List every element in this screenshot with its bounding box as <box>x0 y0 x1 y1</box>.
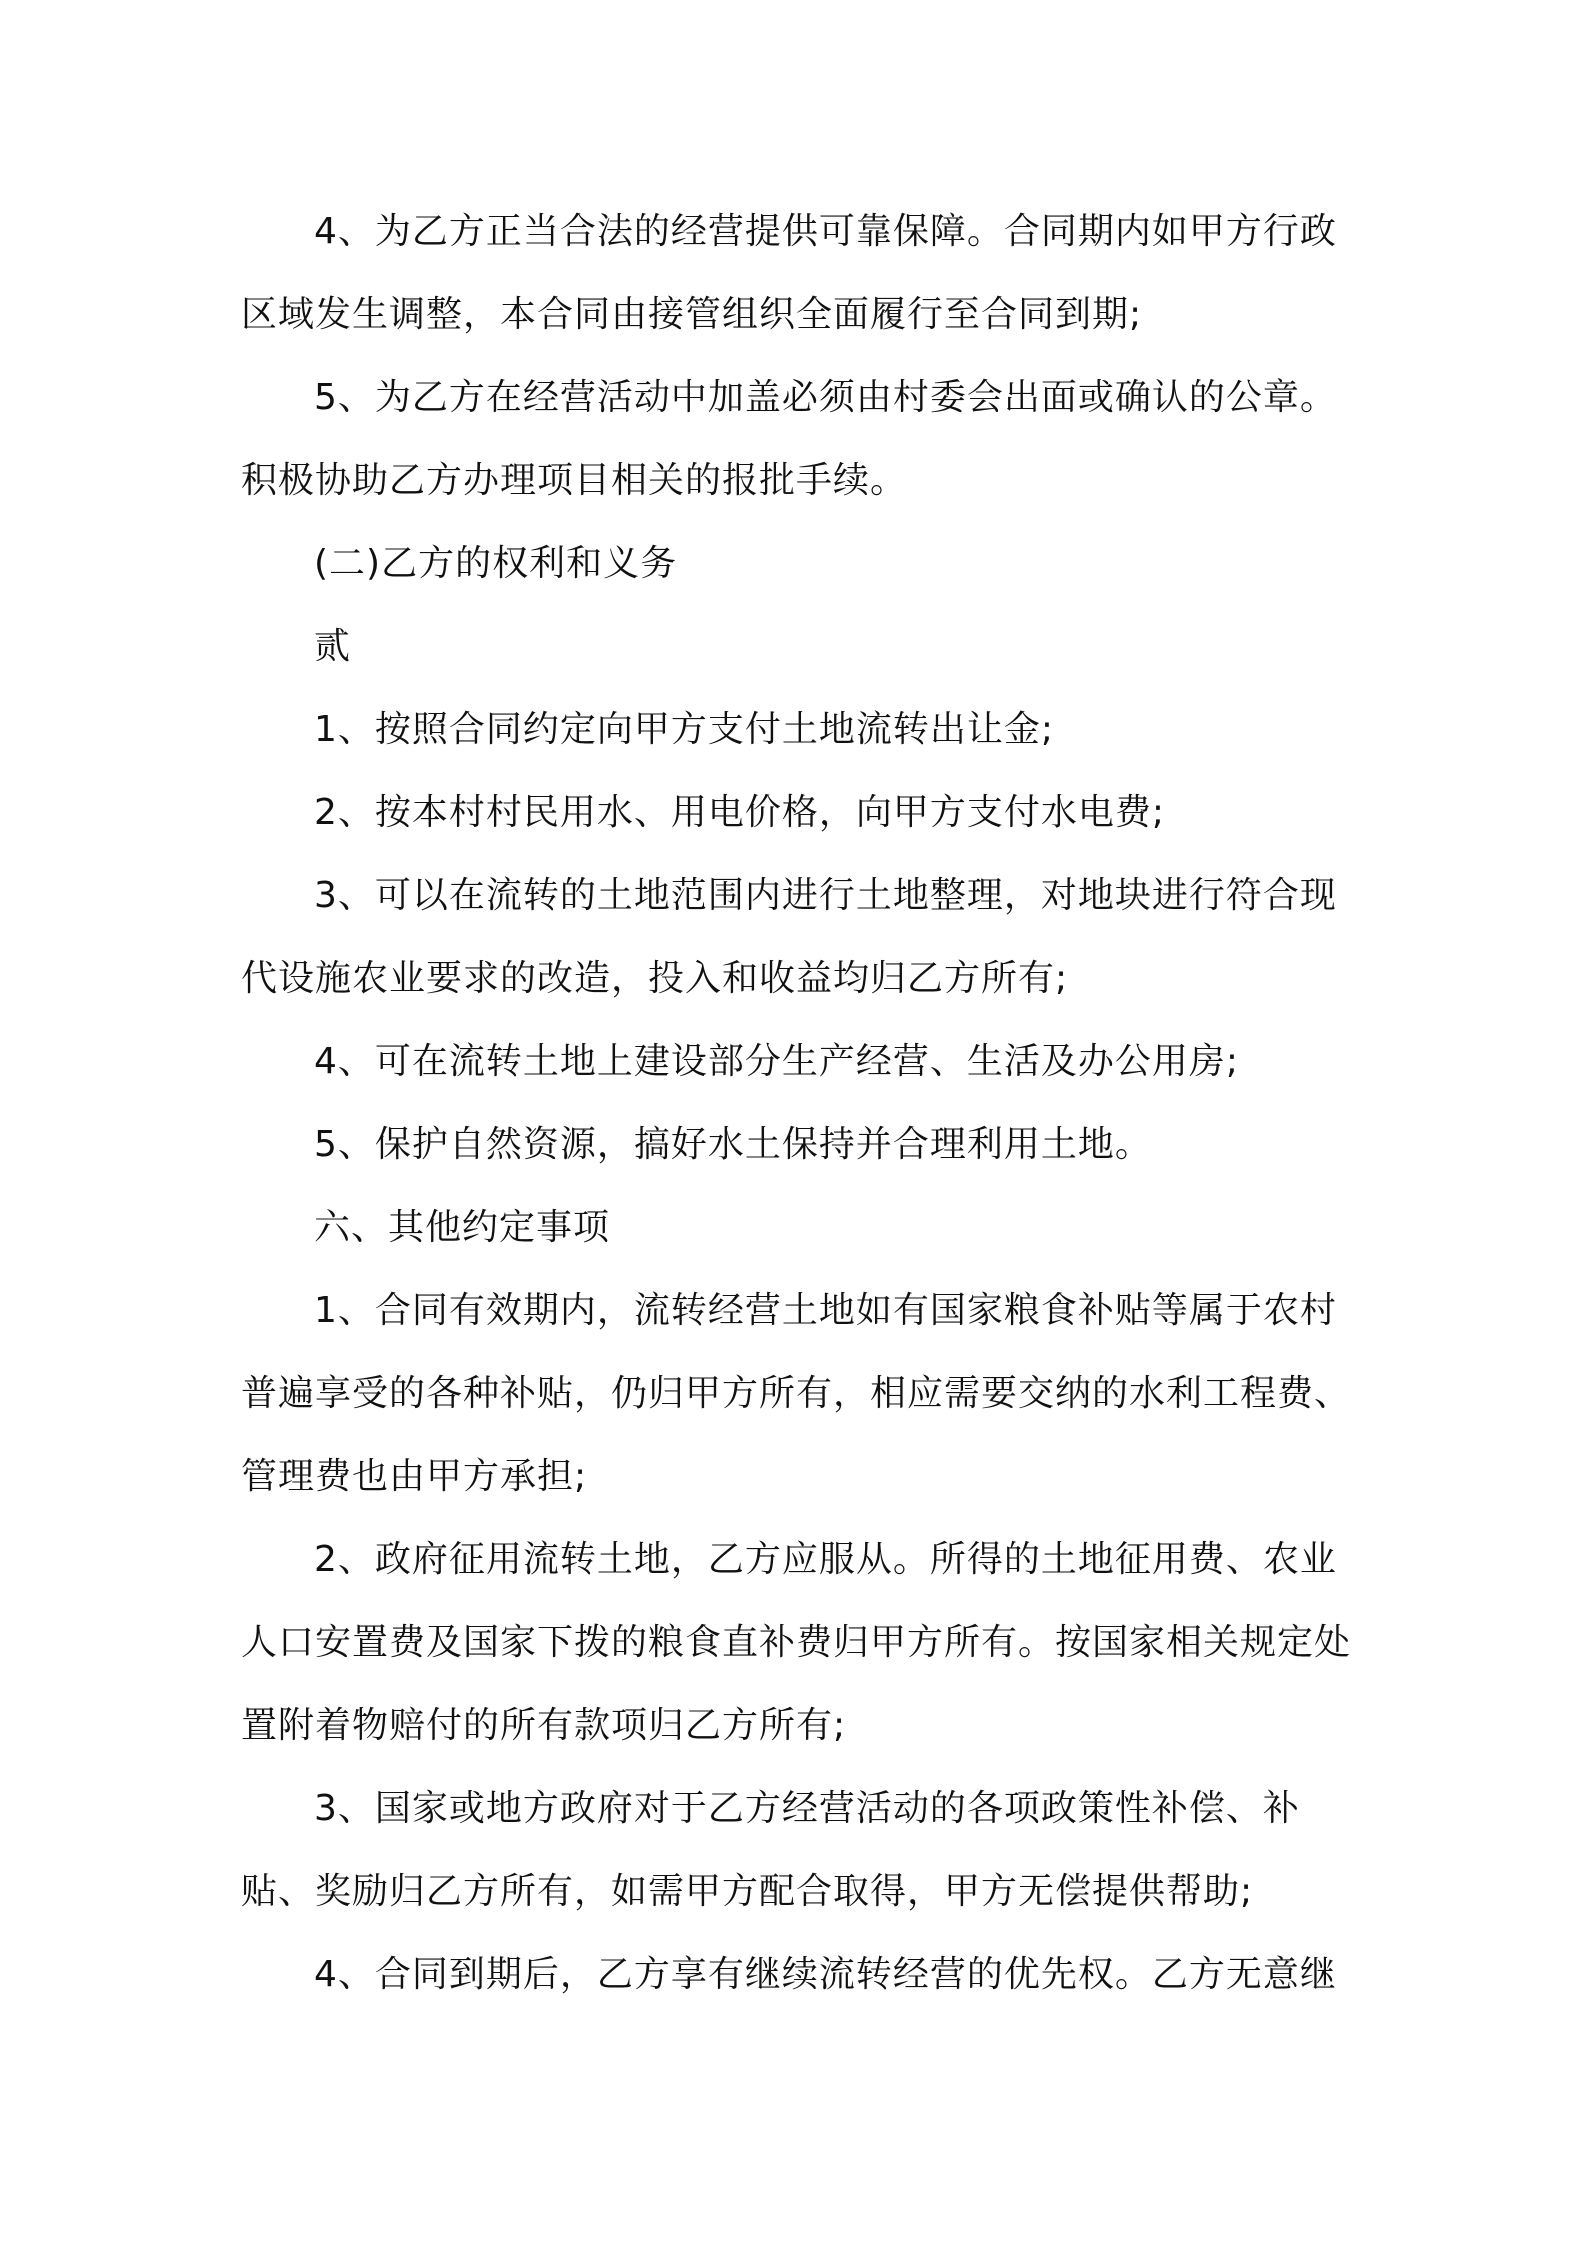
document-body <box>241 190 1361 2016</box>
paragraph-party-a-duty-5: 5、为乙方在经营活动中加盖必须由村委会出面或确认的公章。积极协助乙方办理项目相关的报批手续。 <box>241 377 1337 501</box>
paragraph-party-b-item-1: 1、按照合同约定向甲方支付土地流转出让金; <box>314 709 1055 750</box>
paragraph-other-item-4: 4、合同到期后，乙方享有继续流转经营的优先权。乙方无意继 <box>314 1954 1337 1995</box>
paragraph-party-b-item-3: 3、可以在流转的土地范围内进行土地整理，对地块进行符合现代设施农业要求的改造，投入和收益均归乙方所有; <box>241 875 1337 999</box>
paragraph-other-item-2: 2、政府征用流转土地，乙方应服从。所得的土地征用费、农业人口安置费及国家下拨的粮食直补费归甲方所有。按国家相关规定处置附着物赔付的所有款项归乙方所有; <box>241 1539 1352 1746</box>
subheading-er: 贰 <box>314 626 352 667</box>
paragraph-other-item-1: 1、合同有效期内，流转经营土地如有国家粮食补贴等属于农村普遍享受的各种补贴，仍归甲方所有，相应需要交纳的水利工程费、管理费也由甲方承担; <box>241 1290 1352 1497</box>
section-heading-other-terms: 六、其他约定事项 <box>314 1207 611 1248</box>
section-heading-party-b: (二)乙方的权利和义务 <box>314 543 678 584</box>
paragraph-party-b-item-2: 2、按本村村民用水、用电价格，向甲方支付水电费; <box>314 792 1166 833</box>
paragraph-party-a-duty-4: 4、为乙方正当合法的经营提供可靠保障。合同期内如甲方行政区域发生调整，本合同由接管组织全面履行至合同到期; <box>241 211 1337 335</box>
paragraph-party-b-item-5: 5、保护自然资源，搞好水土保持并合理利用土地。 <box>314 1124 1152 1165</box>
paragraph-party-b-item-4: 4、可在流转土地上建设部分生产经营、生活及办公用房; <box>314 1041 1240 1082</box>
paragraph-other-item-3: 3、国家或地方政府对于乙方经营活动的各项政策性补偿、补贴、奖励归乙方所有，如需甲方配合取得，甲方无偿提供帮助; <box>241 1788 1300 1912</box>
